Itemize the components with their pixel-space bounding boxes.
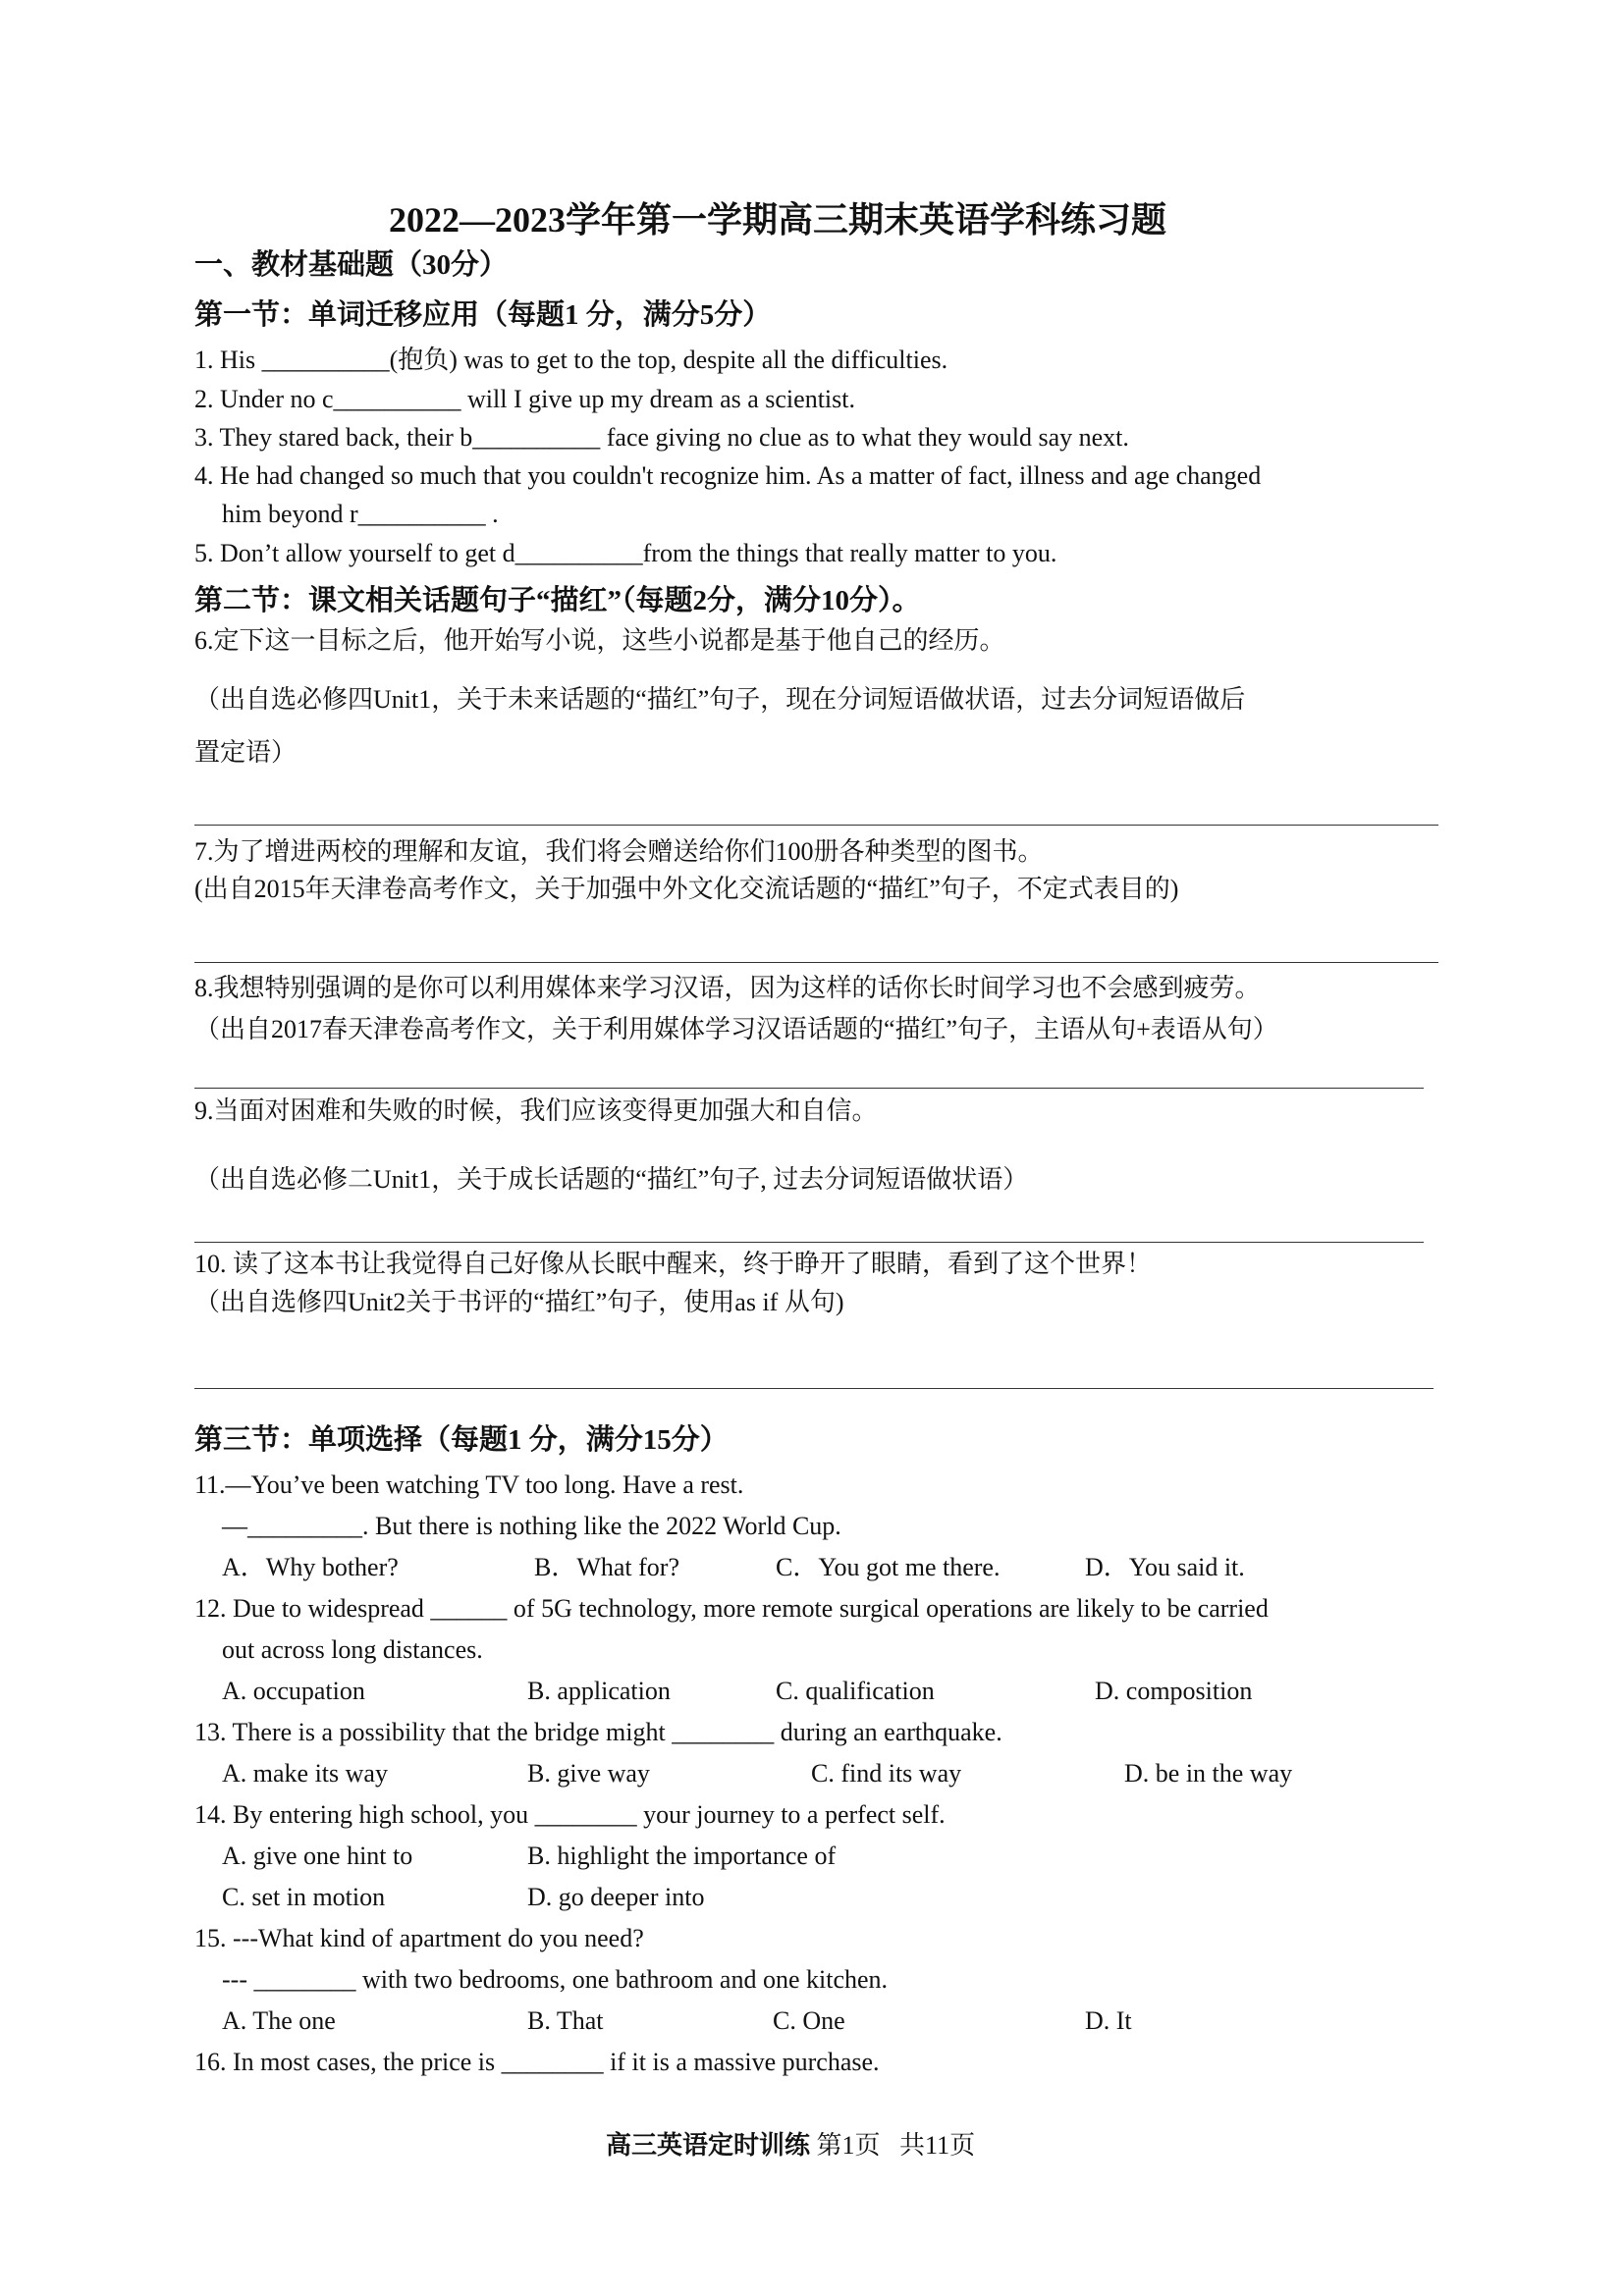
- question-4: 4. He had changed so much that you couldn't recognize him. As a matter of fact, illness and age changed: [194, 461, 1262, 490]
- question-7: 7.为了增进两校的理解和友谊，我们将会赠送给你们100册各种类型的图书。: [194, 837, 1044, 866]
- option-14a[interactable]: A. give one hint to: [222, 1842, 413, 1870]
- option-11d[interactable]: D．You said it.: [1085, 1553, 1245, 1581]
- option-14b[interactable]: B. highlight the importance of: [527, 1842, 837, 1870]
- option-15d[interactable]: D. It: [1085, 2006, 1132, 2035]
- question-6-note: （出自选必修四Unit1，关于未来话题的“描红”句子，现在分词短语做状语，过去分词短语做后: [194, 685, 1246, 714]
- answer-line-8[interactable]: [194, 1088, 1424, 1089]
- page-footer: [606, 2130, 975, 2162]
- option-11b[interactable]: B．What for?: [534, 1553, 680, 1581]
- question-11: 11.—You’ve been watching TV too long. Have a rest.: [194, 1470, 744, 1499]
- section2-heading: 第二节：课文相关话题句子“描红”（每题2分，满分10分）。: [194, 585, 921, 616]
- question-16: 16. In most cases, the price is ________ if it is a massive purchase.: [194, 2048, 880, 2076]
- answer-line-6[interactable]: [194, 825, 1438, 826]
- option-11a[interactable]: A．Why bother?: [222, 1553, 399, 1581]
- option-12a[interactable]: A. occupation: [222, 1677, 365, 1705]
- question-6-note-cont: 置定语）: [194, 738, 298, 767]
- question-9: 9.当面对困难和失败的时候，我们应该变得更加强大和自信。: [194, 1096, 878, 1125]
- question-8: 8.我想特别强调的是你可以利用媒体来学习汉语，因为这样的话你长时间学习也不会感到疲劳。: [194, 974, 1261, 1002]
- option-12c[interactable]: C. qualification: [776, 1677, 935, 1705]
- option-15a[interactable]: A. The one: [222, 2006, 336, 2035]
- option-15b[interactable]: B. That: [527, 2006, 604, 2035]
- option-13a[interactable]: A. make its way: [222, 1759, 388, 1788]
- option-14d[interactable]: D. go deeper into: [527, 1883, 705, 1911]
- section1-heading: 第一节：单词迁移应用（每题1 分，满分5分）: [194, 299, 772, 331]
- question-6: 6.定下这一目标之后，他开始写小说，这些小说都是基于他自己的经历。: [194, 626, 1005, 655]
- question-10-note: （出自选修四Unit2关于书评的“描红”句子，使用as if 从句): [194, 1288, 844, 1316]
- option-12d[interactable]: D. composition: [1095, 1677, 1253, 1705]
- page-title: 2022—2023学年第一学期高三期末英语学科练习题: [389, 200, 1167, 240]
- question-12-cont: out across long distances.: [222, 1635, 483, 1664]
- footer-total: 共11页: [899, 2131, 976, 2160]
- option-14c[interactable]: C. set in motion: [222, 1883, 386, 1911]
- question-1: 1. His __________(抱负) was to get to the top, despite all the difficulties.: [194, 346, 948, 374]
- part-heading: 一、教材基础题（30分）: [194, 249, 509, 281]
- question-15: 15. ---What kind of apartment do you need?: [194, 1924, 644, 1952]
- question-7-note: (出自2015年天津卷高考作文，关于加强中外文化交流话题的“描红”句子，不定式表目的): [194, 875, 1179, 903]
- question-10: 10. 读了这本书让我觉得自己好像从长眠中醒来，终于睁开了眼睛，看到了这个世界！: [194, 1250, 1153, 1278]
- section3-heading: 第三节：单项选择（每题1 分，满分15分）: [194, 1424, 729, 1456]
- option-15c[interactable]: C. One: [773, 2006, 845, 2035]
- question-9-note: （出自选必修二Unit1，关于成长话题的“描红”句子, 过去分词短语做状语）: [194, 1165, 1029, 1194]
- question-5: 5. Don’t allow yourself to get d__________from the things that really matter to you.: [194, 539, 1057, 567]
- option-13c[interactable]: C. find its way: [811, 1759, 962, 1788]
- question-4-cont: him beyond r__________ .: [222, 500, 499, 528]
- option-13b[interactable]: B. give way: [527, 1759, 650, 1788]
- answer-line-9[interactable]: [194, 1242, 1424, 1243]
- question-8-note: （出自2017春天津卷高考作文，关于利用媒体学习汉语话题的“描红”句子，主语从句+表语从句）: [194, 1015, 1278, 1043]
- answer-line-10[interactable]: [194, 1388, 1434, 1389]
- question-15-reply: --- ________ with two bedrooms, one bathroom and one kitchen.: [222, 1965, 889, 1994]
- option-11c[interactable]: C．You got me there.: [776, 1553, 1001, 1581]
- question-13: 13. There is a possibility that the bridge might ________ during an earthquake.: [194, 1718, 1002, 1746]
- question-14: 14. By entering high school, you ________ your journey to a perfect self.: [194, 1800, 946, 1829]
- question-11-reply: —_________. But there is nothing like the 2022 World Cup.: [222, 1512, 841, 1540]
- option-13d[interactable]: D. be in the way: [1124, 1759, 1293, 1788]
- question-3: 3. They stared back, their b__________ face giving no clue as to what they would say next.: [194, 423, 1129, 452]
- option-12b[interactable]: B. application: [527, 1677, 671, 1705]
- question-12: 12. Due to widespread ______ of 5G technology, more remote surgical operations are likely to be carried: [194, 1594, 1269, 1623]
- footer-page: 第1页: [816, 2131, 881, 2160]
- question-2: 2. Under no c__________ will I give up my dream as a scientist.: [194, 385, 855, 413]
- answer-line-7[interactable]: [194, 962, 1438, 963]
- footer-label: 高三英语定时训练: [606, 2131, 811, 2160]
